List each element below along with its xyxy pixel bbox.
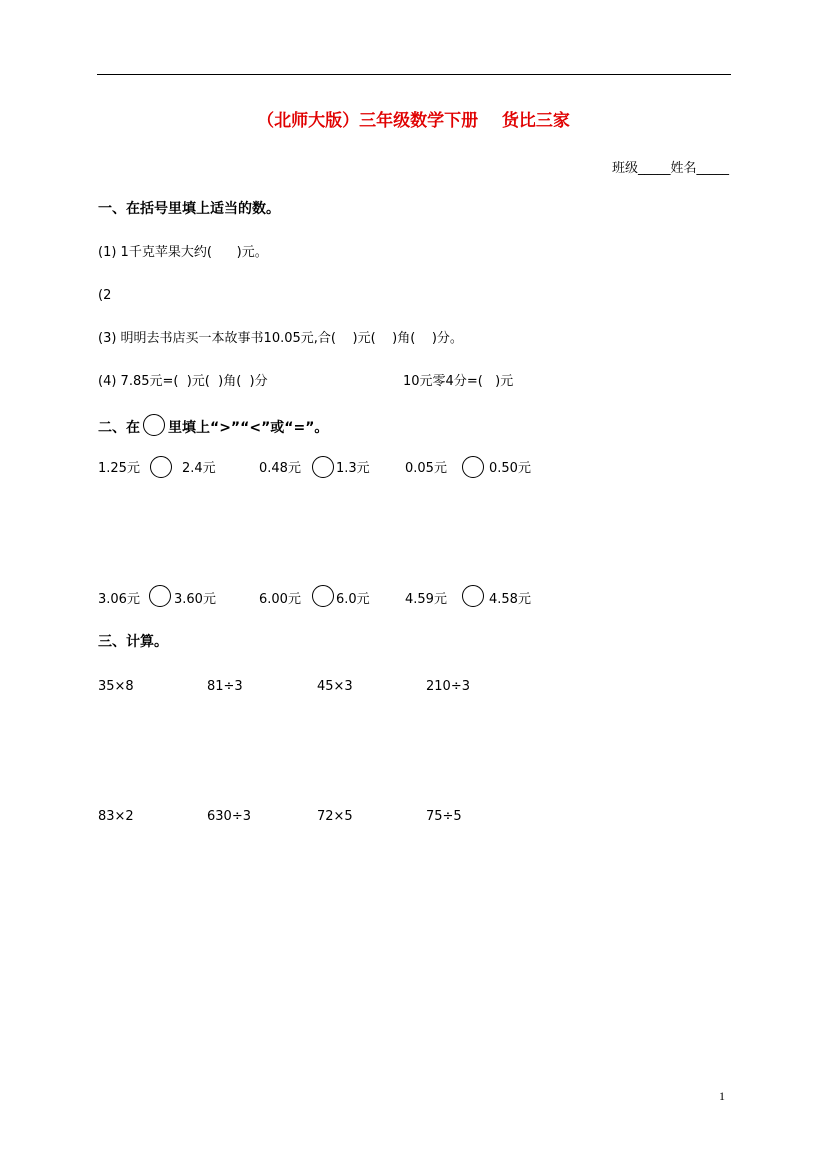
compare-left: 4.59元 xyxy=(405,592,447,607)
question-3: (3) 明明去书店买一本故事书10.05元,合( )元( )角( )分。 xyxy=(98,331,463,346)
page-title: （北师大版）三年级数学下册 货比三家 xyxy=(257,111,570,131)
section3-heading: 三、计算。 xyxy=(98,634,168,650)
header-rule xyxy=(97,74,731,75)
calc-problem: 45×3 xyxy=(317,679,353,694)
calc-problem: 210÷3 xyxy=(426,679,470,694)
question-4a: (4) 7.85元=( )元( )角( )分 xyxy=(98,374,268,389)
compare-left: 1.25元 xyxy=(98,461,140,476)
compare-circle-example xyxy=(143,414,165,436)
compare-right: 0.50元 xyxy=(489,461,531,476)
calc-problem: 72×5 xyxy=(317,809,353,824)
compare-circle[interactable] xyxy=(312,456,334,478)
section2-heading-start: 二、在 xyxy=(98,420,140,436)
compare-left: 0.48元 xyxy=(259,461,301,476)
compare-left: 0.05元 xyxy=(405,461,447,476)
page-number: 1 xyxy=(719,1089,725,1103)
section2-heading-end: 里填上“>”“<”或“=”。 xyxy=(168,420,329,436)
compare-right: 1.3元 xyxy=(336,461,370,476)
compare-left: 3.06元 xyxy=(98,592,140,607)
compare-left: 6.00元 xyxy=(259,592,301,607)
compare-circle[interactable] xyxy=(462,456,484,478)
calc-problem: 83×2 xyxy=(98,809,134,824)
calc-problem: 81÷3 xyxy=(207,679,243,694)
compare-right: 3.60元 xyxy=(174,592,216,607)
compare-right: 4.58元 xyxy=(489,592,531,607)
calc-problem: 75÷5 xyxy=(426,809,462,824)
section1-heading: 一、在括号里填上适当的数。 xyxy=(98,201,280,217)
question-4b: 10元零4分=( )元 xyxy=(403,374,514,389)
class-name-line: 班级_____姓名_____ xyxy=(611,161,729,176)
compare-circle[interactable] xyxy=(149,585,171,607)
compare-circle[interactable] xyxy=(312,585,334,607)
compare-right: 2.4元 xyxy=(182,461,216,476)
compare-right: 6.0元 xyxy=(336,592,370,607)
question-1: (1) 1千克苹果大约( )元。 xyxy=(98,245,268,260)
calc-problem: 35×8 xyxy=(98,679,134,694)
question-2: (2 xyxy=(98,288,112,303)
compare-circle[interactable] xyxy=(462,585,484,607)
compare-circle[interactable] xyxy=(150,456,172,478)
calc-problem: 630÷3 xyxy=(207,809,251,824)
